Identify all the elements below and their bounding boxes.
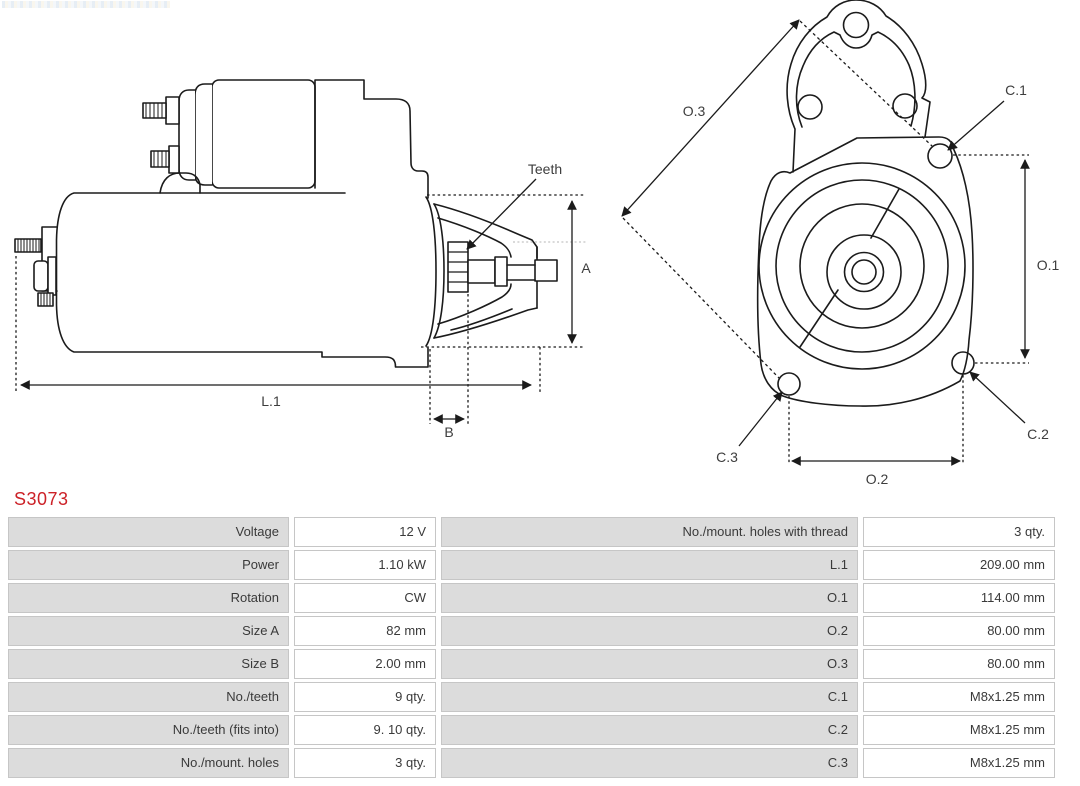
mount-hole-c1 <box>928 144 952 168</box>
bell-bolt-hole-left <box>798 95 822 119</box>
spec-value: 9 qty. <box>294 682 436 712</box>
spec-value: 82 mm <box>294 616 436 646</box>
spec-label: C.3 <box>441 748 858 778</box>
side-view-drawing <box>15 80 557 367</box>
stud-thread <box>15 239 41 252</box>
mount-hole-c3 <box>778 373 800 395</box>
spec-value: CW <box>294 583 436 613</box>
c1-callout-arrow <box>948 101 1004 150</box>
spec-label: No./teeth <box>8 682 289 712</box>
front-view-dimensions <box>622 20 1029 464</box>
dim-label-b: B <box>444 424 454 440</box>
terminal-nut-top <box>166 97 179 124</box>
spec-value: M8x1.25 mm <box>863 682 1055 712</box>
spec-value: 3 qty. <box>294 748 436 778</box>
spec-label: C.2 <box>441 715 858 745</box>
spec-value: M8x1.25 mm <box>863 748 1055 778</box>
spec-value: M8x1.25 mm <box>863 715 1055 745</box>
solenoid-cap <box>179 90 195 180</box>
spec-value: 1.10 kW <box>294 550 436 580</box>
spec-label: Voltage <box>8 517 289 547</box>
spec-label: Rotation <box>8 583 289 613</box>
spoke-line <box>800 290 838 347</box>
shaft-nose <box>535 260 557 281</box>
pinion-gear <box>448 242 468 292</box>
spec-value: 80.00 mm <box>863 616 1055 646</box>
spec-label: O.2 <box>441 616 858 646</box>
front-view-drawing <box>758 0 974 406</box>
dim-label-o2: O.2 <box>865 471 889 487</box>
motor-body <box>57 193 429 367</box>
shaft-bore-circle <box>852 260 876 284</box>
spec-value: 209.00 mm <box>863 550 1055 580</box>
hub-circle <box>827 235 901 309</box>
bell-collar <box>426 197 436 346</box>
terminal-nut-bottom <box>169 146 179 173</box>
dim-label-c3: C.3 <box>716 449 738 465</box>
mount-hole-c2 <box>952 352 974 374</box>
c3-callout-arrow <box>739 392 782 446</box>
bell-bolt-hole-right <box>893 94 917 118</box>
shaft <box>468 260 495 283</box>
teeth-label: Teeth <box>527 161 563 177</box>
left-nut <box>34 261 48 291</box>
spec-label: Size A <box>8 616 289 646</box>
face-circle-mid <box>776 180 948 352</box>
spec-value: 12 V <box>294 517 436 547</box>
bell-silhouette <box>787 0 930 172</box>
teeth-callout-arrow <box>467 179 536 249</box>
dim-label-c2: C.2 <box>1027 426 1049 442</box>
dim-label-c1: C.1 <box>1005 82 1027 98</box>
spec-value: 9. 10 qty. <box>294 715 436 745</box>
spec-value: 114.00 mm <box>863 583 1055 613</box>
spec-value: 2.00 mm <box>294 649 436 679</box>
top-mount-hole <box>844 13 869 38</box>
shaft-circle <box>845 253 884 292</box>
spec-label: L.1 <box>441 550 858 580</box>
face-circle-outer <box>759 163 965 369</box>
spec-label: Power <box>8 550 289 580</box>
spec-label: No./mount. holes <box>8 748 289 778</box>
solenoid-body <box>212 80 315 188</box>
spec-value: 80.00 mm <box>863 649 1055 679</box>
spec-value: 3 qty. <box>863 517 1055 547</box>
mounting-flange <box>758 137 973 406</box>
dim-arrow-o3 <box>622 20 799 216</box>
part-number-title: S3073 <box>14 489 69 509</box>
c2-callout-arrow <box>970 372 1025 423</box>
spec-label: C.1 <box>441 682 858 712</box>
dim-label-a: A <box>581 260 591 276</box>
dim-label-l1: L.1 <box>261 393 281 409</box>
spec-label: No./teeth (fits into) <box>8 715 289 745</box>
dim-label-o1: O.1 <box>1036 257 1060 273</box>
side-view-dimensions <box>16 179 586 424</box>
spec-label: No./mount. holes with thread <box>441 517 858 547</box>
spec-label: Size B <box>8 649 289 679</box>
dim-label-o3: O.3 <box>682 103 706 119</box>
drive-housing <box>315 80 428 198</box>
spec-table <box>8 517 1055 778</box>
stud-thread-small <box>38 293 53 306</box>
solenoid-cap-band <box>195 84 212 185</box>
spec-label: O.1 <box>441 583 858 613</box>
spec-label: O.3 <box>441 649 858 679</box>
shaft-collar <box>495 257 507 286</box>
